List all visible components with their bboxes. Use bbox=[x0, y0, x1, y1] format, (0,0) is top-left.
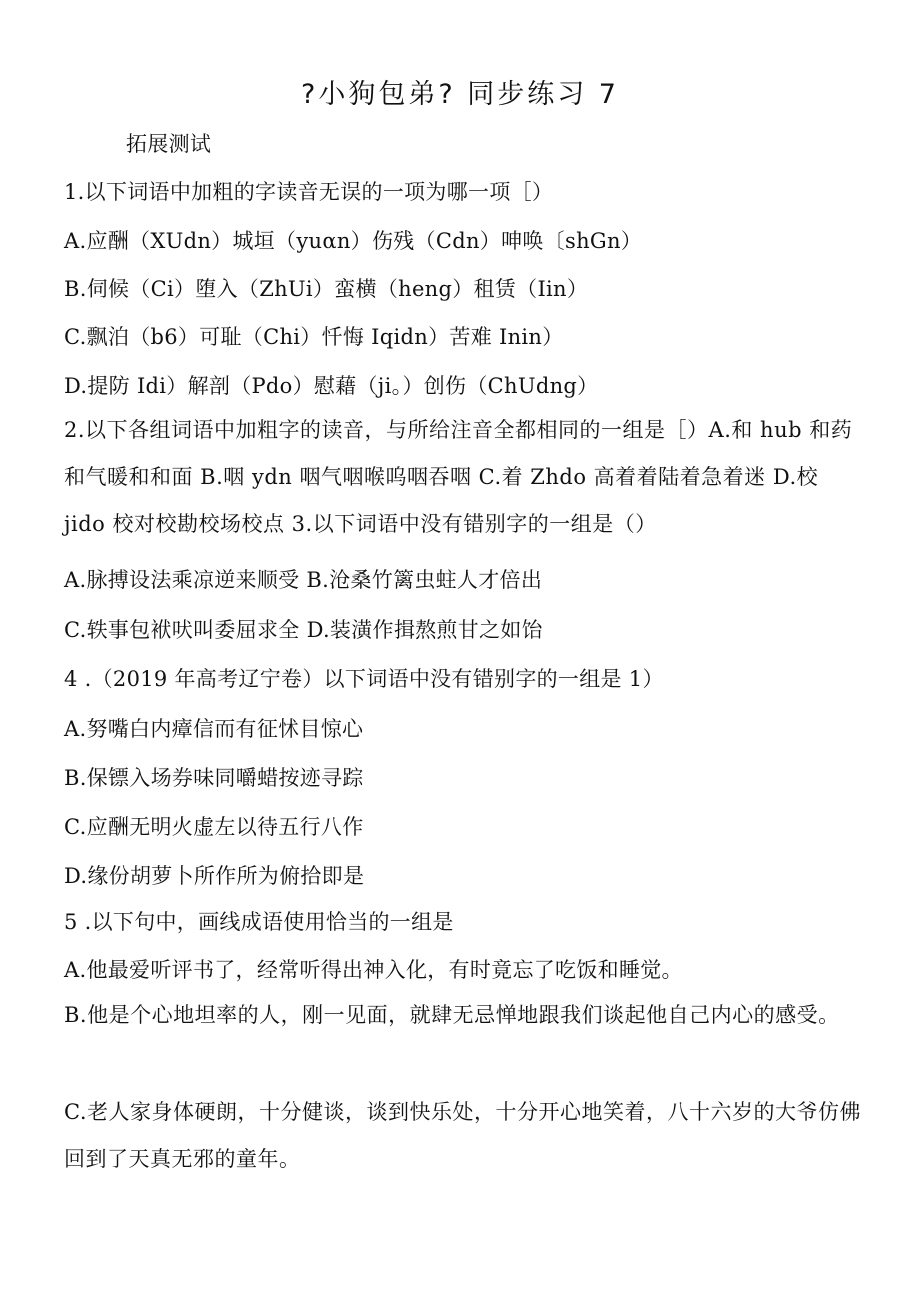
page-title: ?小狗包弟? 同步练习 7 bbox=[300, 79, 619, 110]
question-3-options-cd: C.轶事包袱吠叫委屈求全 D.装潢作揖熬煎甘之如饴 bbox=[64, 618, 543, 642]
question-4-option-b: B.保镖入场券味同嚼蜡按迹寻踪 bbox=[64, 766, 364, 790]
question-4: 4 .（2019 年高考辽宁卷）以下词语中没有错别字的一组是 1） bbox=[64, 667, 664, 691]
question-4-option-d: D.缘份胡萝卜所作所为俯拾即是 bbox=[64, 864, 365, 888]
question-1-option-b: B.伺候（Ci）堕入（ZhUi）蛮横（heng）租赁（Iin） bbox=[64, 277, 589, 301]
question-5-option-a: A.他最爱听评书了，经常听得出神入化，有时竟忘了吃饭和睡觉。 bbox=[64, 958, 683, 982]
question-5-option-c: C.老人家身体硬朗，十分健谈，谈到快乐处，十分开心地笑着，八十六岁的大爷仿佛回到了天真无邪的童年。 bbox=[64, 1100, 861, 1171]
question-3-options-ab: A.脉搏设法乘凉逆来顺受 B.沧桑竹篱虫蛀人才倍出 bbox=[64, 568, 543, 592]
question-2-and-3: 2.以下各组词语中加粗字的读音，与所给注音全都相同的一组是［）A.和 hub 和药和气暖和和面 B.咽 ydn 咽气咽喉呜咽吞咽 C.着 Zhdo 高着着陆着急着迷 D.校 jido 校对校勘校场校点 3.以下词语中没有错别字的一组是（） bbox=[64, 418, 853, 536]
section-heading: 拓展测试 bbox=[126, 132, 212, 156]
question-1: 1.以下词语中加粗的字读音无误的一项为哪一项［） bbox=[64, 180, 554, 204]
question-4-option-c: C.应酬无明火虚左以待五行八作 bbox=[64, 815, 364, 839]
question-1-option-a: A.应酬（XUdn）城垣（yuαn）伤残（Cdn）呻唤〔shGn） bbox=[64, 229, 643, 253]
question-1-option-d: D.提防 Idi）解剖（Pdo）慰藉（ji。）创伤（ChUdng） bbox=[64, 374, 599, 398]
question-4-option-a: A.努嘴白内瘴信而有征怵目惊心 bbox=[64, 717, 364, 741]
question-5: 5 .以下句中，画线成语使用恰当的一组是 bbox=[64, 910, 454, 934]
question-5-option-b: B.他是个心地坦率的人，刚一见面，就肆无忌惮地跟我们谈起他自己内心的感受。 bbox=[64, 1003, 840, 1027]
question-1-option-c: C.飘泊（b6）可耻（Chi）忏悔 Iqidn）苦难 Inin） bbox=[64, 325, 564, 349]
